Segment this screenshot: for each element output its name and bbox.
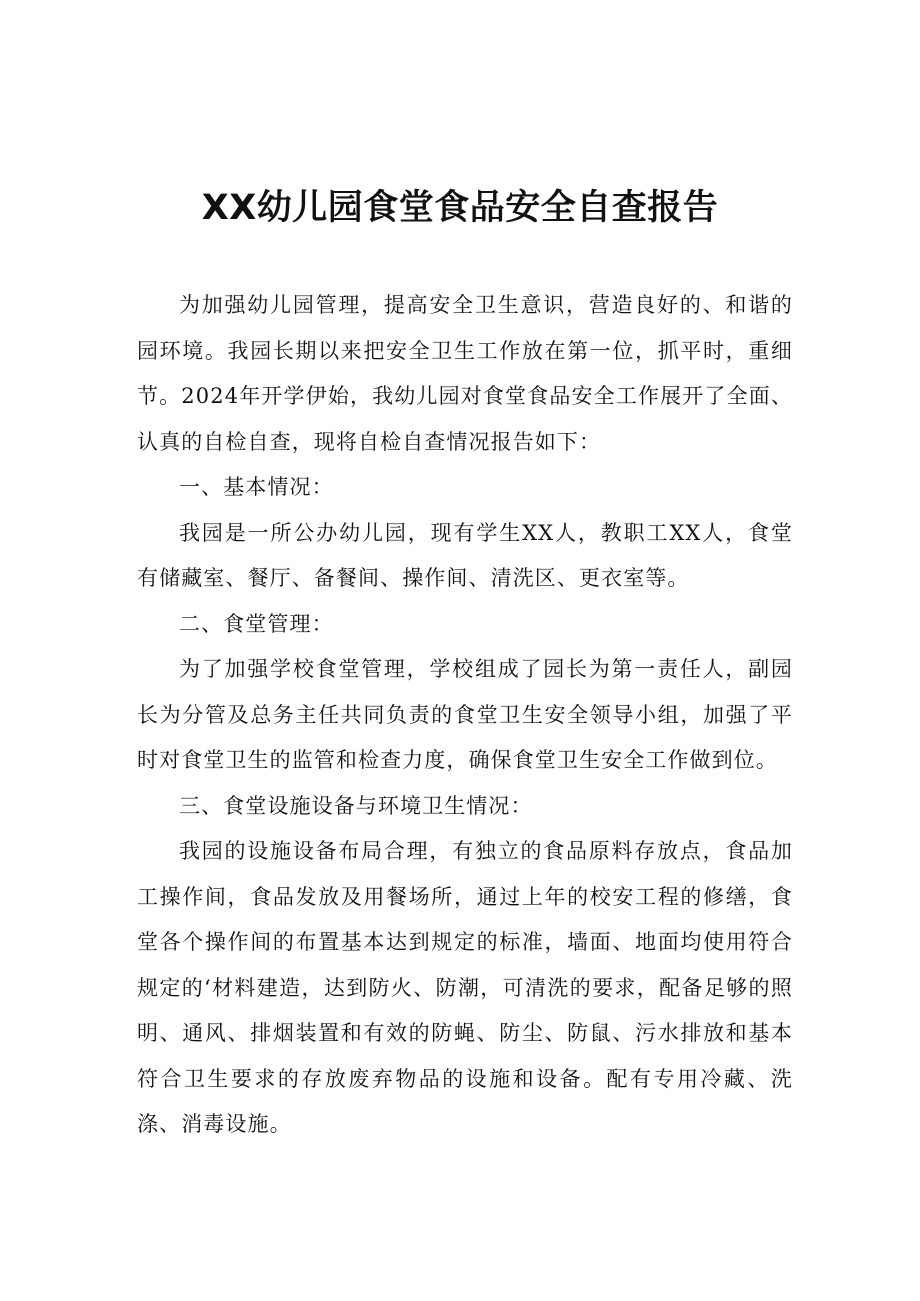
basic-info-paragraph: 我园是一所公办幼儿园，现有学生XX人，教职工XX人，食堂有储藏室、餐厅、备餐间、操作间、清洗区、更衣室等。 xyxy=(137,520,793,590)
section-heading-canteen-management: 二、食堂管理： xyxy=(179,611,334,636)
section-heading-basic-info: 一、基本情况： xyxy=(179,475,334,499)
canteen-management-paragraph: 为了加强学校食堂管理，学校组成了园长为第一责任人，副园长为分管及总务主任共同负责的食堂卫生安全领导小组，加强了平时对食堂卫生的监管和检查力度，确保食堂卫生安全工作做到位。 xyxy=(137,657,793,772)
section-heading-facilities-hygiene: 三、食堂设施设备与环境卫生情况： xyxy=(179,793,533,818)
facilities-hygiene-paragraph: 我园的设施设备布局合理，有独立的食品原料存放点，食品加工操作间，食品发放及用餐场所，通过上年的校安工程的修缮，食堂各个操作间的布置基本达到规定的标准，墙面、地面均使用符合规定的‘材料建造，达到防火、防潮，可清洗的要求，配备足够的照明、通风、排烟装置和有效的防蝇、防尘、防鼠、污水排放和基本符合卫生要求的存放废弃物品的设施和设备。配有专用冷藏、洗涤、消毒设施。 xyxy=(137,839,793,1136)
document-body xyxy=(137,283,793,1148)
document-title: XX幼儿园食堂食品安全自查报告 xyxy=(201,188,719,228)
intro-paragraph: 为加强幼儿园管理，提高安全卫生意识，营造良好的、和谐的园环境。我园长期以来把安全卫生工作放在第一位，抓平时，重细节。2024年开学伊始，我幼儿园对食堂食品安全工作展开了全面、认真的自检自查，现将自检自查情况报告如下： xyxy=(137,293,793,454)
